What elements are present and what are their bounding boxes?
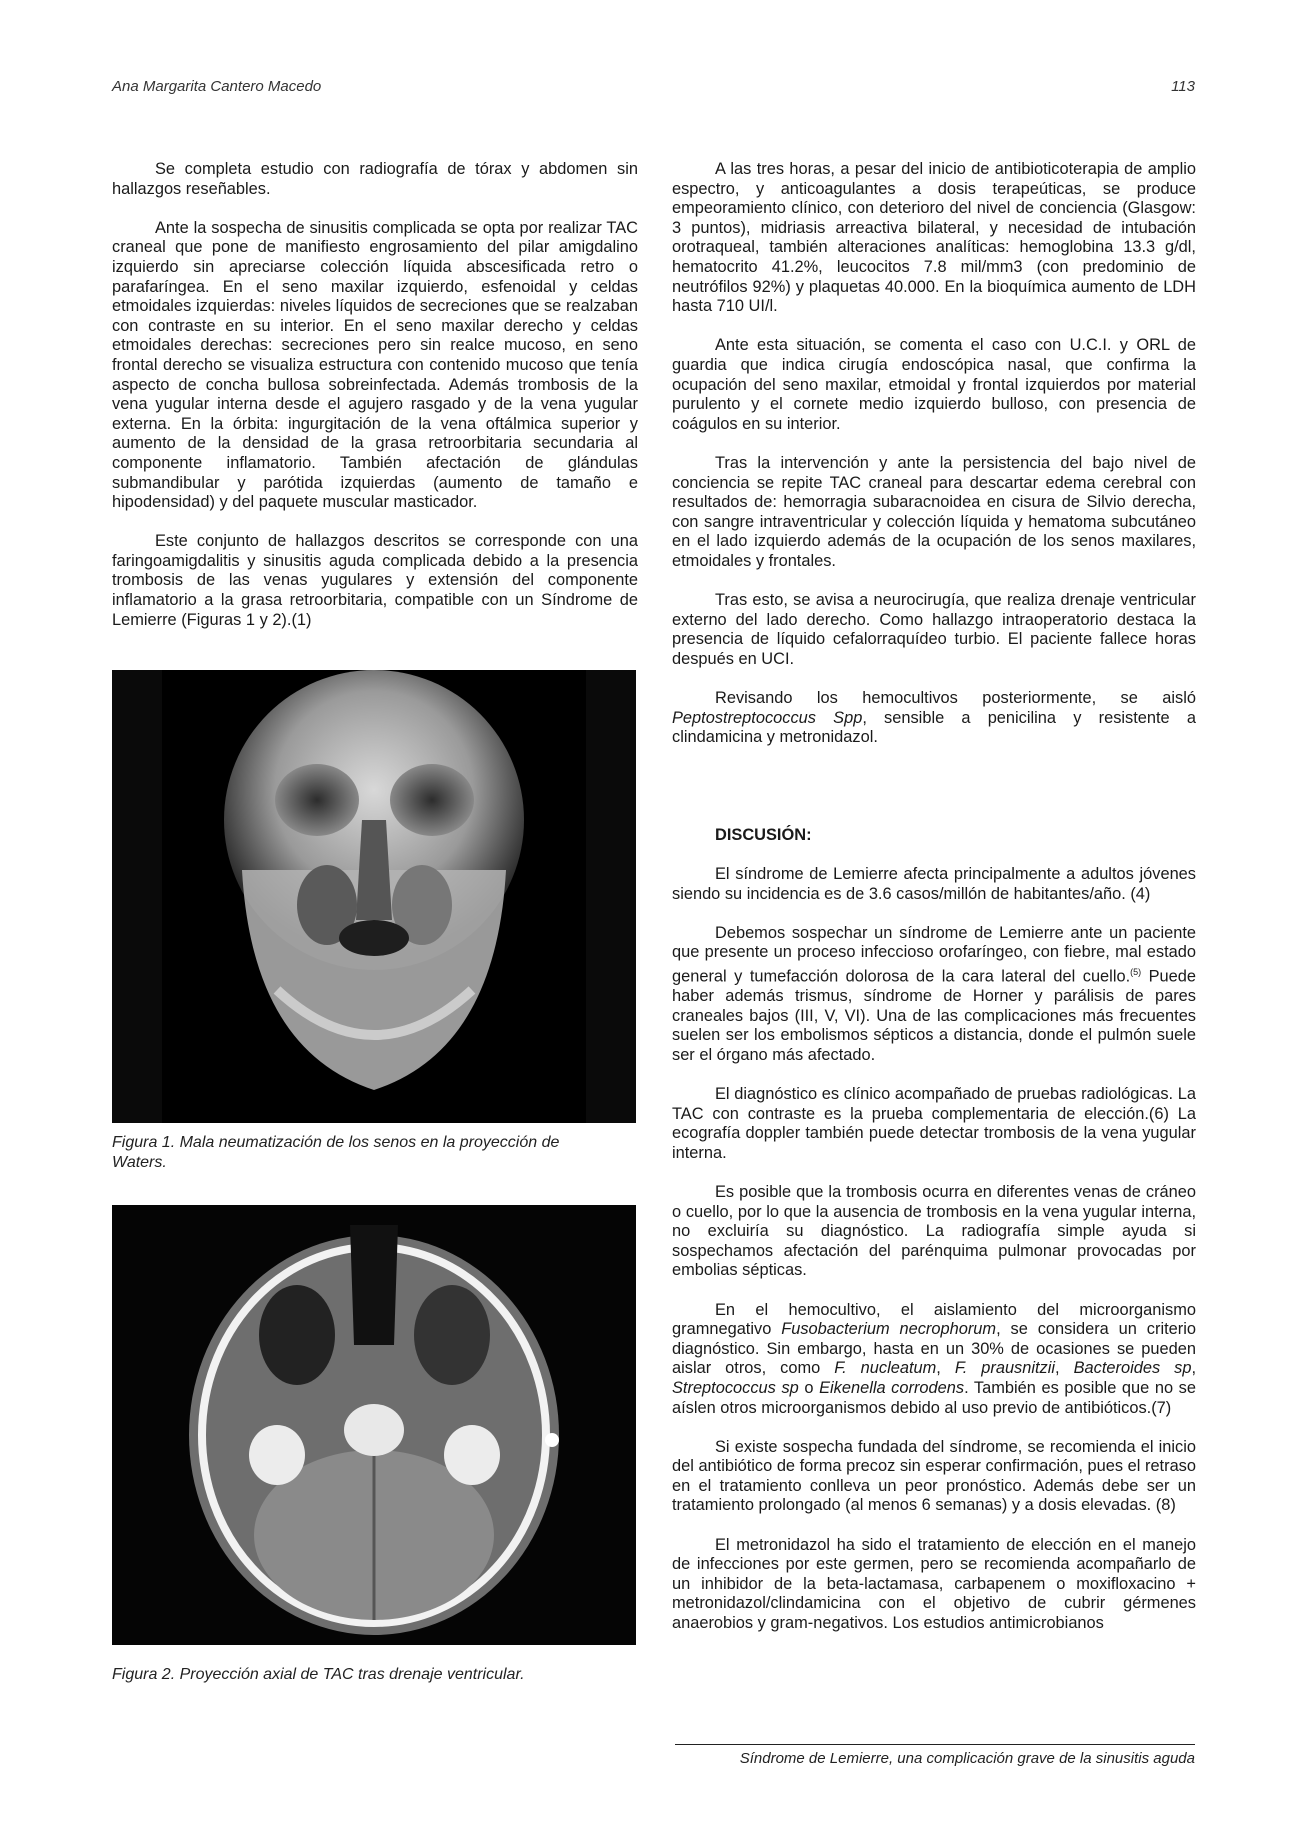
text-run: , sensible a penicilina y resistente a clindamicina y metronidazol.	[672, 708, 1196, 747]
paragraph: A las tres horas, a pesar del inicio de antibioticoterapia de amplio espectro, y anticoagulantes a dosis terapeúticas, se produce empeoramiento clínico, con deterioro del nivel de conciencia (Glasgow: 3 puntos), midriasis arreactiva bilateral, y necesidad de intubación orotraqueal, también alteraciones analíticas: hemoglobina 13.3 g/dl, hematocrito 41.2%, leucocitos 7.8 mil/mm3 (con predominio de neutrófilos 92%) y plaquetas 40.000. En la bioquímica aumento de LDH hasta 710 UI/l.	[672, 160, 1196, 316]
text-run: , se considera un criterio diagnóstico. Sin embargo, hasta en un 30% de ocasiones se pueden aislar otros, como	[672, 1320, 1196, 1378]
text-run: o	[798, 1378, 820, 1397]
running-head-author: Ana Margarita Cantero Macedo	[112, 78, 322, 95]
paragraph	[672, 924, 1196, 1066]
paragraph	[672, 1301, 1196, 1419]
reference-mark: (5)	[1130, 966, 1142, 977]
paragraph: El metronidazol ha sido el tratamiento de elección en el manejo de infecciones por este germen, pero se recomienda acompañarlo de un inhibidor de la beta-lactamasa, carbapenem o moxifloxacino + metronidazol/clindamicina con el objetivo de cubrir gérmenes anaerobios y gram-negativos. Los estudios antimicrobianos	[672, 1535, 1196, 1633]
organism-name: Fusobacterium necrophorum	[781, 1320, 997, 1339]
paragraph: Se completa estudio con radiografía de tórax y abdomen sin hallazgos reseñables.	[112, 160, 638, 198]
organism-name: F. prausnitzii	[954, 1359, 1056, 1378]
organism-name: Peptostreptococcus Spp	[672, 708, 863, 727]
paragraph: Ante esta situación, se comenta el caso con U.C.I. y ORL de guardia que indica cirugía endoscópica nasal, que confirma la ocupación del seno maxilar, etmoidal y frontal izquierdos por material purulento y el cornete medio izquierdo bulloso, con presencia de coágulos en su interior.	[672, 336, 1196, 433]
paragraph: Ante la sospecha de sinusitis complicada se opta por realizar TAC craneal que pone de manifiesto engrosamiento del pilar amigdalino izquierdo sin apreciarse colección líquida abscesificada retro o parafaríngea. En el seno maxilar izquierdo, esfenoidal y celdas etmoidales izquierdas: niveles líquidos de secreciones que se realzaban con contraste en su interior. En el seno maxilar derecho y celdas etmoidales derechas: secreciones pero sin realce mucoso, en seno frontal derecho se visualiza estructura con contenido mucoso que tenía aspecto de concha bullosa sobreinfectada. Además trombosis de la vena yugular interna desde el agujero rasgado y de la vena yugular externa. En la órbita: ingurgitación de la vena oftálmica superior y aumento de la densidad de la grasa retroorbitaria secundaria al componente inflamatorio. También afectación de glándulas submandibular y parótida izquierdas (aumento de tamaño e hipodensidad) y del paquete muscular masticador.	[112, 218, 638, 512]
paragraph	[672, 689, 1196, 748]
paragraph: Es posible que la trombosis ocurra en diferentes venas de cráneo o cuello, por lo que la ausencia de trombosis en la vena yugular interna, no excluiría su diagnóstico. La radiografía simple ayuda si sospechamos afectación del parénquima pulmonar provocadas por embolias sépticas.	[672, 1182, 1196, 1280]
footer-divider	[675, 1744, 1195, 1745]
text-run: Revisando los hemocultivos posteriormente, se aisló	[715, 689, 1196, 708]
paragraph: El síndrome de Lemierre afecta principalmente a adultos jóvenes siendo su incidencia es de 3.6 casos/millón de habitantes/año. (4)	[672, 865, 1196, 903]
organism-name: Bacteroides sp	[1073, 1359, 1192, 1378]
text-run: ,	[1191, 1359, 1197, 1378]
figure-2-ct-scan	[112, 1205, 636, 1645]
running-foot-title: Síndrome de Lemierre, una complicación grave de la sinusitis aguda	[739, 1750, 1195, 1767]
paragraph: El diagnóstico es clínico acompañado de pruebas radiológicas. La TAC con contraste es la prueba complementaria de elección.(6) La ecografía doppler también puede detectar trombosis de la vena yugular interna.	[672, 1085, 1196, 1162]
right-column	[672, 160, 1196, 1634]
organism-name: F. nucleatum	[834, 1359, 937, 1378]
text-run: En el hemocultivo, el aislamiento del microorganismo gramnegativo	[672, 1300, 1196, 1339]
figure-1-caption: Figura 1. Mala neumatización de los senos en la proyección de Waters.	[112, 1134, 560, 1171]
paragraph: Si existe sospecha fundada del síndrome, se recomienda el inicio del antibiótico de forma precoz sin esperar confirmación, pues el retraso en el tratamiento conlleva un peor pronóstico. Además debe ser un tratamiento prolongado (al menos 6 semanas) y a dosis elevadas. (8)	[672, 1437, 1196, 1515]
organism-name: Streptococcus sp	[672, 1378, 799, 1397]
text-run: ,	[1055, 1359, 1074, 1378]
page-number: 113	[1171, 78, 1195, 95]
paragraph: Este conjunto de hallazgos descritos se corresponde con una faringoamigdalitis y sinusitis aguda complicada debido a la presencia trombosis de las venas yugulares y extensión del componente inflamatorio a la grasa retroorbitaria, compatible con un Síndrome de Lemierre (Figuras 1 y 2).(1)	[112, 532, 638, 629]
text-run: Puede haber además trismus, síndrome de Horner y parálisis de pares craneales bajos (III, V, VI). Una de las complicaciones más frecuentes suelen ser los embolismos sépticos a distancia, donde el pulmón suele ser el órgano más afectado.	[672, 967, 1197, 1064]
axial-ct-image	[112, 1205, 636, 1645]
text-run: Debemos sospechar un síndrome de Lemierre ante un paciente que presente un proceso infeccioso orofaríngeo, con fiebre, mal estado general y tumefacción dolorosa de la cara lateral del cuello.	[672, 923, 1196, 986]
figure-2-caption: Figura 2. Proyección axial de TAC tras drenaje ventricular.	[112, 1666, 525, 1683]
text-run: . También es posible que no se aíslen otros microorganismos debido al uso previo de antibióticos.(7)	[672, 1378, 1196, 1417]
figure-1-radiograph	[112, 670, 636, 1123]
paragraph: Tras la intervención y ante la persistencia del bajo nivel de conciencia se repite TAC craneal para descartar edema cerebral con resultados de: hemorragia subaracnoidea en cisura de Silvio derecha, con sangre intraventricular y colección líquida y hematoma subcutáneo en el lado izquierdo además de la ocupación de los senos maxilares, etmoidales y frontales.	[672, 453, 1196, 570]
organism-name: Eikenella corrodens	[819, 1378, 965, 1397]
left-column	[112, 160, 638, 650]
discussion-heading: DISCUSIÓN:	[715, 825, 812, 844]
paragraph: Tras esto, se avisa a neurocirugía, que realiza drenaje ventricular externo del lado derecho. Como hallazgo intraoperatorio destaca la presencia de líquido cefalorraquídeo turbio. El paciente fallece horas después en UCI.	[672, 591, 1196, 668]
waters-xray-image	[112, 670, 636, 1123]
text-run: ,	[936, 1359, 955, 1378]
